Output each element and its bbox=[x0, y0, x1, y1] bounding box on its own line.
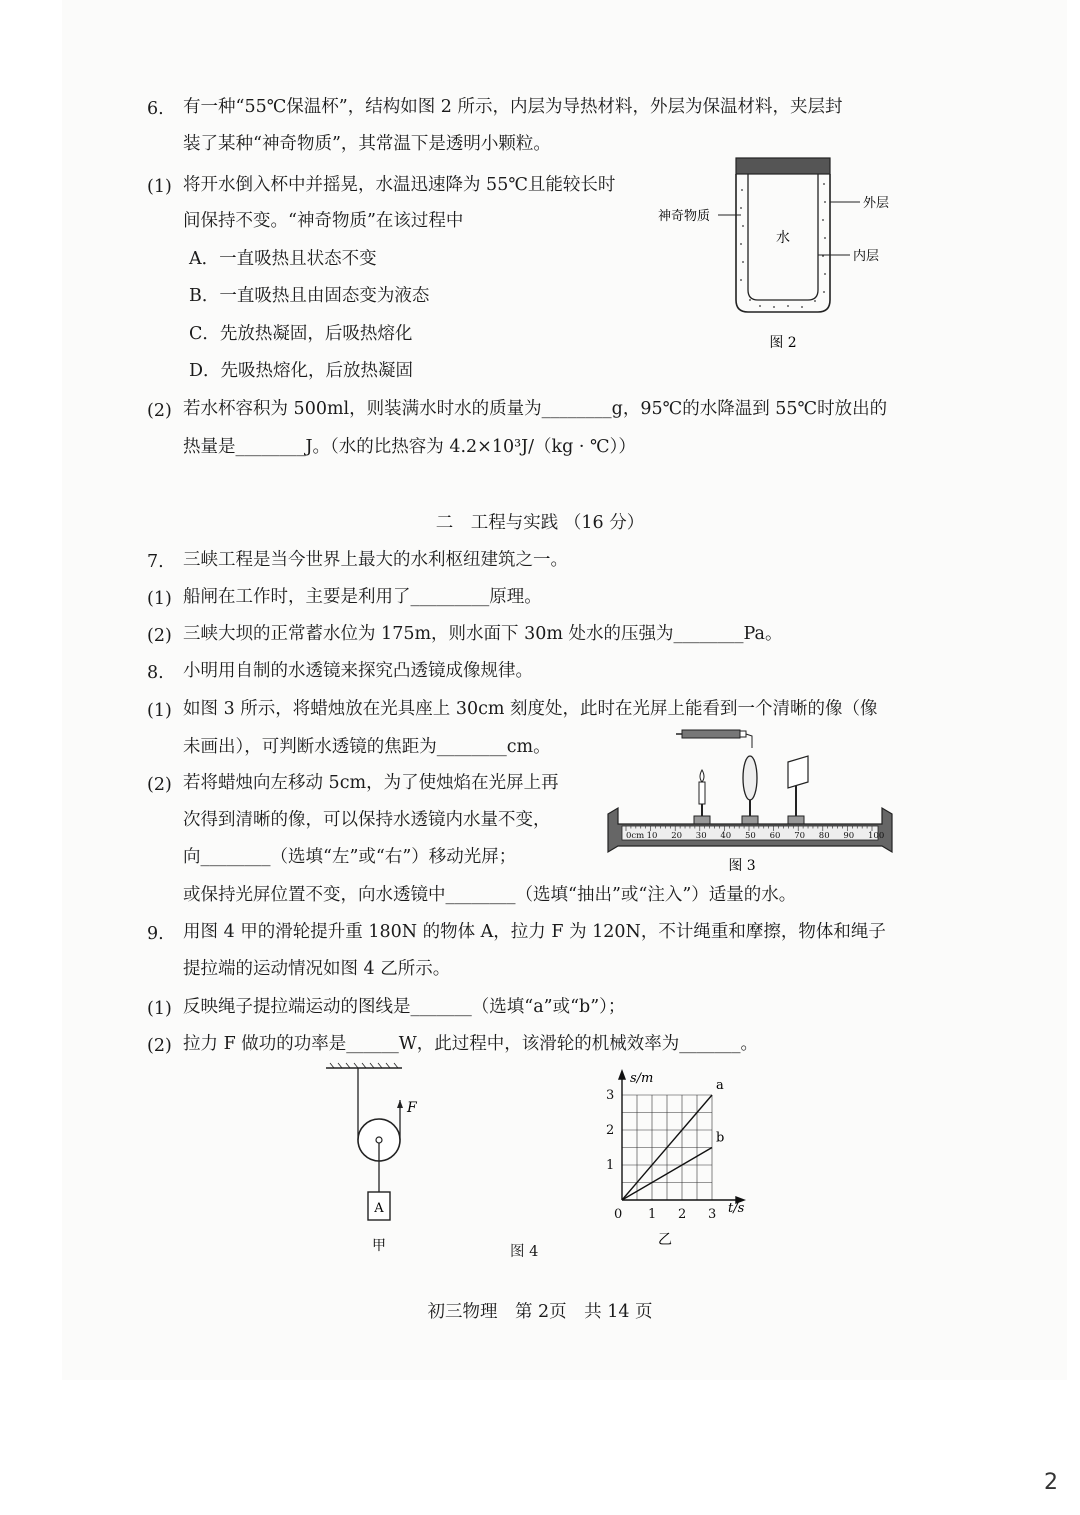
q8-text: 小明用自制的水透镜来探究凸透镜成像规律。 bbox=[183, 661, 533, 681]
chart-series-label-a: a bbox=[716, 1078, 724, 1093]
q6-1-label: (1) bbox=[147, 177, 172, 197]
q8-2-line4: 或保持光屏位置不变，向水透镜中________（选填“抽出”或“注入”）适量的水。 bbox=[183, 885, 797, 905]
q6-1-line2: 间保持不变。“神奇物质”在该过程中 bbox=[183, 211, 464, 231]
exam-page bbox=[62, 0, 1067, 1380]
q6-2-line1: 若水杯容积为 500ml，则装满水时水的质量为________g，95℃的水降温到 55℃时放出的 bbox=[183, 399, 888, 419]
bench-tick-label: 80 bbox=[818, 831, 830, 841]
figure2-caption: 图 2 bbox=[769, 335, 797, 351]
q8-2-line2: 次得到清晰的像，可以保持水透镜内水量不变， bbox=[183, 810, 551, 830]
q9-text-line1: 用图 4 甲的滑轮提升重 180N 的物体 A，拉力 F 为 120N，不计绳重和摩擦，物体和绳子 bbox=[183, 922, 886, 942]
q6-2-line2: 热量是________J。（水的比热容为 4.2×10³J/（kg · ℃）） bbox=[183, 437, 636, 457]
q8-1-line2: 未画出），可判断水透镜的焦距为________cm。 bbox=[183, 737, 551, 757]
chart-x-tick: 0 bbox=[614, 1207, 623, 1222]
q6-option-a: A．一直吸热且状态不变 bbox=[189, 249, 377, 269]
q7-1-text: 船闸在工作时，主要是利用了_________原理。 bbox=[183, 587, 542, 607]
figure3-optical-bench bbox=[604, 722, 896, 877]
q9-2-label: (2) bbox=[147, 1036, 172, 1056]
q8-number: 8. bbox=[147, 663, 164, 683]
figure4-block-label: A bbox=[374, 1201, 384, 1216]
figure2-outer-label: 外层 bbox=[863, 196, 890, 211]
q9-text-line2: 提拉端的运动情况如图 4 乙所示。 bbox=[183, 959, 451, 979]
q7-2-label: (2) bbox=[147, 626, 172, 646]
page-corner-number: 2 bbox=[1044, 1470, 1058, 1495]
q8-2-line1: 若将蜡烛向左移动 5cm，为了使烛焰在光屏上再 bbox=[183, 773, 559, 793]
bench-tick-label: 0cm bbox=[626, 831, 645, 841]
q6-option-d: D．先吸热熔化，后放热凝固 bbox=[189, 361, 414, 381]
q8-2-line3: 向________（选填“左”或“右”）移动光屏； bbox=[183, 847, 517, 867]
chart-y-arrow bbox=[619, 1071, 625, 1079]
bench-tick-label: 90 bbox=[843, 831, 855, 841]
q6-2-label: (2) bbox=[147, 401, 172, 421]
q6-number: 6. bbox=[147, 99, 164, 119]
figure4-left-label: 甲 bbox=[372, 1238, 386, 1254]
q7-2-text: 三峡大坝的正常蓄水位为 175m，则水面下 30m 处水的压强为________Pa。 bbox=[183, 624, 783, 644]
chart-y-tick: 2 bbox=[606, 1123, 615, 1138]
figure2-water-label: 水 bbox=[776, 230, 790, 246]
q6-text-line2: 装了某种“神奇物质”，其常温下是透明小颗粒。 bbox=[183, 134, 551, 154]
q7-text: 三峡工程是当今世界上最大的水利枢纽建筑之一。 bbox=[183, 550, 568, 570]
q6-text-line1: 有一种“55℃保温杯”，结构如图 2 所示，内层为导热材料，外层为保温材料，夹层封 bbox=[183, 97, 843, 117]
bench-tick-label: 100 bbox=[868, 831, 885, 841]
q6-1-line1: 将开水倒入杯中并摇晃，水温迅速降为 55℃且能较长时 bbox=[183, 175, 616, 195]
q8-2-label: (2) bbox=[147, 775, 172, 795]
bench-tick-label: 20 bbox=[671, 831, 683, 841]
bench-tick-label: 40 bbox=[720, 831, 732, 841]
q9-number: 9. bbox=[147, 924, 164, 944]
figure4-pulley-diagram bbox=[318, 1060, 428, 1260]
figure4-force-label: F bbox=[407, 1100, 417, 1116]
figure4-right-label: 乙 bbox=[658, 1232, 672, 1248]
q7-number: 7. bbox=[147, 552, 164, 572]
chart-y-tick: 1 bbox=[606, 1158, 615, 1173]
figure2-inner-label: 内层 bbox=[853, 249, 880, 264]
q9-1-text: 反映绳子提拉端运动的图线是_______（选填“a”或“b”）； bbox=[183, 997, 626, 1017]
q6-option-c: C．先放热凝固，后吸热熔化 bbox=[189, 324, 413, 344]
bench-tick-label: 60 bbox=[769, 831, 781, 841]
figure4-st-chart bbox=[590, 1062, 760, 1252]
q6-option-b: B．一直吸热且由固态变为液态 bbox=[189, 286, 430, 306]
bench-tick-label: 30 bbox=[695, 831, 707, 841]
chart-x-tick: 1 bbox=[648, 1207, 657, 1222]
q9-2-text: 拉力 F 做功的功率是______W，此过程中，该滑轮的机械效率为_______。 bbox=[183, 1034, 759, 1054]
section2-title: 二 工程与实践 （16 分） bbox=[435, 513, 645, 533]
page-footer: 初三物理 第 2页 共 14 页 bbox=[427, 1302, 653, 1322]
bench-tick-label: 50 bbox=[745, 831, 756, 841]
q7-1-label: (1) bbox=[147, 589, 172, 609]
q8-1-label: (1) bbox=[147, 701, 172, 721]
chart-series-label-b: b bbox=[716, 1130, 725, 1146]
figure3-caption: 图 3 bbox=[728, 858, 756, 874]
bench-tick-label: 70 bbox=[794, 831, 806, 841]
chart-xlabel: t/s bbox=[728, 1201, 745, 1216]
figure2-magic-label: 神奇物质 bbox=[658, 209, 711, 224]
chart-x-tick: 3 bbox=[708, 1207, 717, 1222]
q9-1-label: (1) bbox=[147, 999, 172, 1019]
figure4-caption: 图 4 bbox=[510, 1244, 539, 1260]
chart-x-tick: 2 bbox=[678, 1207, 687, 1222]
q8-1-line1: 如图 3 所示，将蜡烛放在光具座上 30cm 刻度处，此时在光屏上能看到一个清晰的像（像 bbox=[183, 699, 878, 719]
chart-y-tick: 3 bbox=[606, 1088, 615, 1103]
bench-tick-label: 10 bbox=[646, 831, 658, 841]
figure2-cup-diagram bbox=[650, 150, 910, 365]
chart-ylabel: s/m bbox=[630, 1071, 654, 1086]
